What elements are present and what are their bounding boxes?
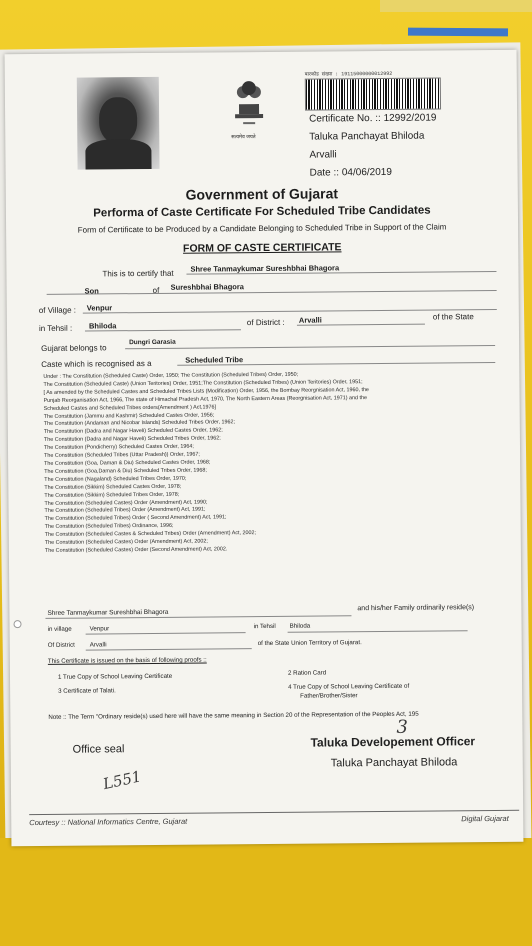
- emblem-motto: सत्यमेव जयते: [231, 134, 256, 141]
- form-subtitle: Form of Certificate to be Produced by a Candidate Belonging to Scheduled Tribe in Support of the Claim: [77, 222, 447, 235]
- courtesy-footer: Courtesy :: National Informatics Centre, Gujarat: [29, 816, 188, 828]
- district: Arvalli: [309, 149, 337, 161]
- background-blue-strip: [408, 28, 508, 37]
- law-line: The Constitution (Dadra and Nagar Haveli) Scheduled Castes Order, 1962;: [43, 427, 223, 436]
- law-line: The Constitution (Dadra and Nagar Haveli) Scheduled Tribes Order, 1962;: [43, 435, 221, 444]
- issuing-office: Taluka Panchayat Bhiloda: [309, 130, 425, 143]
- applicant-photo: [77, 77, 160, 170]
- officer-office: Taluka Panchayat Bhiloda: [330, 756, 458, 770]
- office-seal-label: Office seal: [72, 743, 125, 756]
- district-label: of District :: [246, 317, 285, 328]
- law-line: The Constitution (Goa, Daman & Diu) Scheduled Castes Order, 1968;: [44, 459, 211, 467]
- father-name: Sureshbhai Bhagora: [170, 282, 244, 292]
- in-village-label: in village: [47, 625, 72, 633]
- punch-hole: [13, 620, 21, 628]
- issue-date: Date :: 04/06/2019: [309, 166, 392, 179]
- proofs-heading: This Certificate is issued on the basis of following proofs ::: [47, 656, 207, 665]
- certificate-number: Certificate No. :: 12992/2019: [309, 112, 437, 125]
- in-tehsil-value: Bhiloda: [289, 622, 311, 630]
- caste-value: Dungri Garasia: [129, 338, 176, 347]
- proof-4-cont: Father/Brother/Sister: [300, 692, 358, 700]
- proof-4: 4 True Copy of School Leaving Certificate of: [288, 682, 410, 691]
- proof-2: 2 Ration Card: [287, 669, 327, 677]
- law-line: [ As amended by the Scheduled Castes and Scheduled Tribes Lists (Modification) Order, 1956, the Bombay Reorgnisation Act, 1960, the: [43, 386, 369, 396]
- constitution-orders-list: [43, 370, 495, 556]
- recognised-label: Caste which is recognised as a: [41, 358, 152, 369]
- law-line: The Constitution (Scheduled Castes) Order (Amendment) Act, 2002;: [44, 538, 208, 546]
- village-value: Venpur: [86, 303, 113, 313]
- tehsil-value: Bhiloda: [88, 321, 117, 331]
- law-line: Punjab Reorganisation Act, 1966, The state of Himachal Pradesh Act, 1970, The North Eastern Areas (Reorgnisation Act, 1971) and the: [43, 394, 368, 404]
- in-village-value: Venpur: [89, 625, 110, 633]
- barcode-number: बारकोड संख्या : 19115000000012992: [304, 70, 393, 78]
- law-line: Under : The Constitution (Scheduled Caste) Order, 1950; The Constitution (Scheduled Tribes) Order, 1950;: [43, 371, 299, 380]
- of-district-label: Of District: [47, 641, 75, 649]
- law-line: Scheduled Castes and Scheduled Tribes orders(Amendment ) Act,1976]: [43, 404, 216, 412]
- law-line: The Constitution (Nagaland) Scheduled Tribes Order, 1970;: [44, 475, 187, 483]
- officer-designation: Taluka Developement Officer: [310, 734, 476, 750]
- in-tehsil-label: in Tehsil: [253, 622, 276, 631]
- belongs-label: Gujarat belongs to: [41, 343, 107, 353]
- of-label: of: [152, 285, 160, 295]
- law-line: The Constitution (Goa,Daman & Diu) Scheduled Tribes Order, 1968;: [44, 467, 207, 475]
- tehsil-label: in Tehsil :: [38, 323, 73, 333]
- certificate-page: [5, 50, 524, 846]
- law-line: The Constitution (Andaman and Nicobar Islands) Scheduled Tribes Order, 1962;: [43, 419, 235, 428]
- law-line: The Constitution (Jammu and Kashmir) Scheduled Castes Order, 1956;: [43, 411, 215, 420]
- national-emblem-icon: [229, 74, 270, 132]
- form-title: Performa of Caste Certificate For Scheduled Tribe Candidates: [93, 204, 431, 220]
- applicant-name: Shree Tanmaykumar Sureshbhai Bhagora: [190, 263, 340, 274]
- of-district-value: Arvalli: [89, 641, 107, 649]
- proof-3: 3 Certificate of Talati.: [58, 687, 116, 695]
- government-title: Government of Gujarat: [185, 185, 339, 203]
- handwritten-number: L551: [101, 767, 143, 794]
- law-line: The Constitution (Scheduled Castes) Order (Second Amendment) Act, 2002.: [44, 546, 228, 554]
- relation: Son: [84, 286, 99, 296]
- table-surface: [0, 838, 532, 946]
- state-label: of the State: [432, 312, 474, 322]
- law-line: The Constitution (Sikkim) Scheduled Castes Order, 1978;: [44, 483, 182, 491]
- barcode-icon: [305, 77, 441, 110]
- law-line: The Constitution (Scheduled Caste) (Union Teritories) Order, 1951;The Constitution (Scheduled Tribes) (Union Teritories) Order, 1951;: [43, 379, 363, 388]
- district-value: Arvalli: [298, 315, 322, 325]
- law-line: The Constitution (Scheduled Tribes) Ordinance, 1996;: [44, 523, 174, 531]
- form-caste-certificate-heading: FORM OF CASTE CERTIFICATE: [182, 241, 342, 255]
- law-line: The Constitution (Scheduled Castes) Order (Amendment) Act, 1990;: [44, 498, 208, 507]
- resident-name: Shree Tanmaykumar Sureshbhai Bhagora: [47, 608, 169, 617]
- law-line: The Constitution (Scheduled Tribes) Order ( Second Amendment) Act, 1991;: [44, 514, 227, 523]
- law-line: The Constitution (Scheduled Tribes) Order (Amendment) Act, 1991;: [44, 506, 206, 515]
- background-paper-strip: [380, 0, 532, 12]
- reside-text: and his/her Family ordinarily reside(s): [357, 604, 475, 613]
- category-value: Scheduled Tribe: [185, 355, 244, 365]
- state-union-text: of the State Union Territory of Gujarat.: [257, 639, 362, 648]
- digital-gujarat-footer: Digital Gujarat: [461, 813, 509, 824]
- law-line: The Constitution (Sikkim) Scheduled Tribes Order, 1978;: [44, 491, 180, 499]
- certify-label: This is to certify that: [102, 268, 174, 279]
- handwritten-mark: 3: [396, 716, 408, 738]
- law-line: The Constitution (Pondicherry) Scheduled Castes Order, 1964;: [43, 443, 194, 452]
- note-text: Note :: The Term "Ordinary reside(s) used here will have the same meaning in Section 20 of the Representation of the Peoples Act, 195: [48, 710, 419, 721]
- law-line: The Constitution (Scheduled Tribes (Uttar Pradesh)) Order, 1967;: [44, 451, 200, 459]
- law-line: The Constitution (Scheduled Castes & Scheduled Tribes) Order (Amendment) Act, 2002;: [44, 530, 257, 539]
- proof-1: 1 True Copy of School Leaving Certificate: [57, 672, 173, 681]
- village-label: of Village :: [38, 305, 77, 315]
